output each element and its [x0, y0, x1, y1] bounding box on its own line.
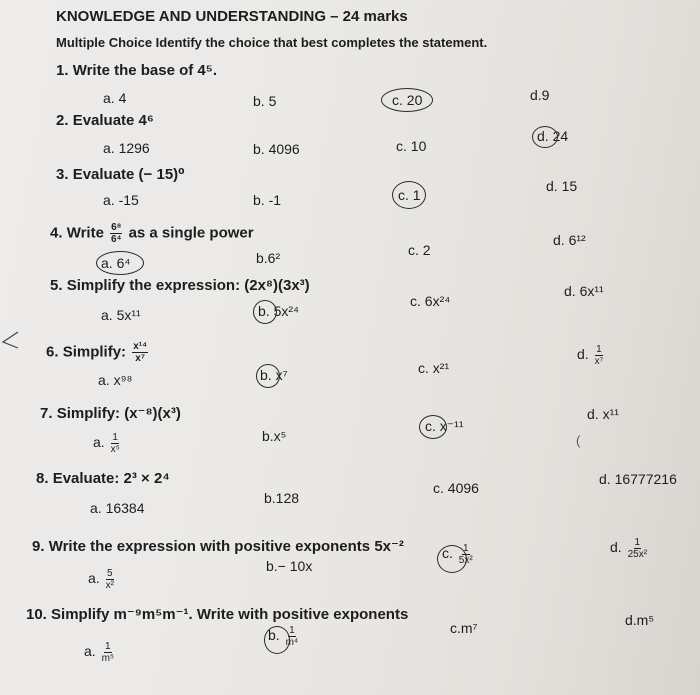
fraction: $\frac{1}{\text{x⁵}}$: [110, 432, 120, 455]
q2-choice-b[interactable]: b. 4096: [253, 141, 300, 157]
q5-choice-c[interactable]: c. 6x²⁴: [410, 293, 451, 309]
stray-pen-mark: (: [576, 433, 581, 448]
answer-circle: [437, 545, 467, 573]
q7-choice-d[interactable]: d. x¹¹: [587, 406, 619, 422]
q2-choice-c[interactable]: c. 10: [396, 138, 427, 154]
question-5: 5. Simplify the expression: (2x⁸)(3x³): [50, 277, 310, 294]
q10-choice-c[interactable]: c.m⁷: [450, 620, 478, 636]
answer-circle: [419, 415, 447, 439]
q8-choice-b[interactable]: b.128: [264, 490, 300, 506]
answer-circle: [96, 251, 144, 275]
q10-choice-a[interactable]: a. $\frac{1}{\text{m⁵}}$: [84, 641, 115, 664]
fraction: $\frac{\text{6⁸}}{\text{6⁴}}$: [110, 222, 122, 245]
fraction: $\frac{1}{\text{m⁵}}$: [101, 641, 115, 664]
q5-choice-b[interactable]: b. 5x²⁴: [258, 303, 300, 319]
q10-choice-b[interactable]: b. $\frac{1}{\text{m⁴}}$: [268, 625, 299, 648]
q1-choice-a[interactable]: a. 4: [103, 90, 127, 106]
answer-circle: [532, 126, 558, 148]
q1-choice-d[interactable]: d.9: [530, 87, 550, 103]
q4-choice-b[interactable]: b.6²: [256, 250, 281, 266]
q6-choice-c[interactable]: c. x²¹: [418, 360, 450, 376]
answer-circle: [264, 626, 290, 654]
fraction: $\frac{\text{x¹⁴}}{\text{x⁷}}$: [133, 341, 148, 364]
q3-choice-c[interactable]: c. 1: [398, 187, 421, 203]
q10-choice-d[interactable]: d.m⁵: [625, 612, 655, 628]
q5-choice-a[interactable]: a. 5x¹¹: [101, 307, 141, 323]
q8-choice-c[interactable]: c. 4096: [433, 480, 479, 496]
q1-choice-b[interactable]: b. 5: [253, 93, 277, 109]
q3-choice-b[interactable]: b. -1: [253, 192, 282, 208]
instructions: Multiple Choice Identify the choice that best completes the statement.: [56, 35, 488, 50]
fraction: $\frac{1}{\text{25x²}}$: [627, 537, 648, 560]
fraction: $\frac{5}{\text{x²}}$: [105, 568, 114, 591]
question-4: 4. Write $\frac{\text{6⁸}}{\text{6⁴}}$ as a single power: [50, 222, 254, 245]
question-6: 6. Simplify: $\frac{\text{x¹⁴}}{\text{x⁷}}$: [46, 341, 148, 364]
q4-choice-d[interactable]: d. 6¹²: [553, 232, 586, 248]
q3-choice-d[interactable]: d. 15: [546, 178, 578, 194]
q5-choice-d[interactable]: d. 6x¹¹: [564, 283, 604, 299]
q9-choice-b[interactable]: b.− 10x: [266, 558, 313, 574]
question-2: 2. Evaluate 4⁶: [56, 112, 154, 129]
q4-choice-a[interactable]: a. 6⁴: [101, 255, 131, 271]
fraction: $\frac{1}{\text{5x²}}$: [458, 543, 473, 566]
q3-choice-a[interactable]: a. -15: [103, 192, 139, 208]
check-mark-icon: [0, 330, 20, 350]
answer-circle: [256, 364, 280, 388]
q2-choice-d[interactable]: d. 24: [537, 128, 569, 144]
question-3: 3. Evaluate (− 15)⁰: [56, 166, 185, 183]
question-1: 1. Write the base of 4⁵.: [56, 62, 217, 79]
fraction: $\frac{1}{\text{m⁴}}$: [285, 625, 299, 648]
answer-circle: [253, 300, 277, 324]
q1-choice-c[interactable]: c. 20: [392, 92, 423, 108]
q9-choice-c[interactable]: c. $\frac{1}{\text{5x²}}$: [442, 543, 473, 566]
q9-choice-d[interactable]: d. $\frac{1}{\text{25x²}}$: [610, 537, 648, 560]
q7-choice-c[interactable]: c. x⁻¹¹: [425, 418, 464, 434]
q8-choice-a[interactable]: a. 16384: [90, 500, 145, 516]
question-8: 8. Evaluate: 2³ × 2⁴: [36, 470, 170, 487]
q9-choice-a[interactable]: a. $\frac{5}{\text{x²}}$: [88, 568, 114, 591]
q7-choice-b[interactable]: b.x⁵: [262, 428, 287, 444]
question-9: 9. Write the expression with positive exponents 5x⁻²: [32, 538, 404, 555]
q2-choice-a[interactable]: a. 1296: [103, 140, 150, 156]
answer-circle: [381, 88, 433, 112]
q7-choice-a[interactable]: a. $\frac{1}{\text{x⁵}}$: [93, 432, 120, 455]
fraction: $\frac{1}{\text{x⁷}}$: [594, 344, 604, 367]
q6-choice-b[interactable]: b. x⁷: [260, 367, 288, 383]
question-10: 10. Simplify m⁻⁹m⁵m⁻¹. Write with positive exponents: [26, 606, 409, 623]
q8-choice-d[interactable]: d. 16777216: [599, 471, 677, 487]
q6-choice-a[interactable]: a. x⁹⁸: [98, 372, 133, 388]
question-7: 7. Simplify: (x⁻⁸)(x³): [40, 405, 181, 422]
answer-circle: [392, 181, 426, 209]
q6-choice-d[interactable]: d. $\frac{1}{\text{x⁷}}$: [577, 344, 604, 367]
page-title: KNOWLEDGE AND UNDERSTANDING – 24 marks: [56, 8, 408, 25]
q4-choice-c[interactable]: c. 2: [408, 242, 431, 258]
